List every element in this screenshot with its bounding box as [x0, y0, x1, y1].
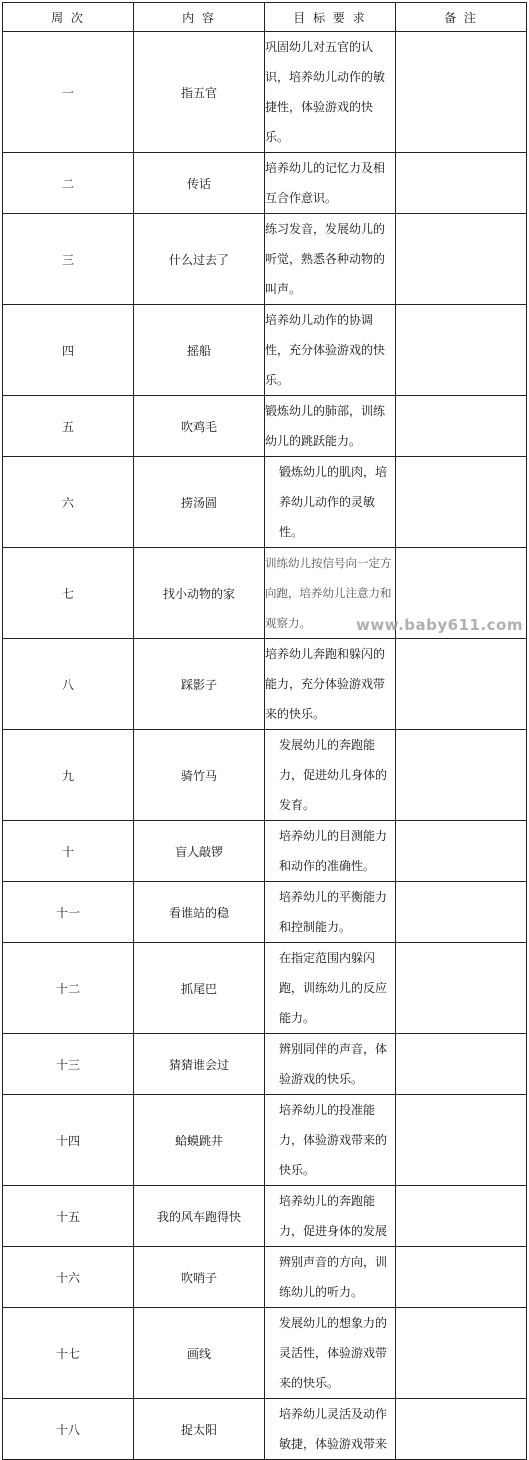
goal-cell: 练习发音，发展幼儿的听觉，熟悉各种动物的叫声。: [265, 214, 396, 305]
content-cell: 传话: [134, 153, 265, 214]
goal-cell: 在指定范围内躲闪跑，训练幼儿的反应能力。: [265, 943, 396, 1034]
goal-cell: 培养幼儿灵活及动作敏捷，体验游戏带来: [265, 1399, 396, 1460]
table-row: [3, 1247, 527, 1308]
content-cell: 吹哨子: [134, 1247, 265, 1308]
goal-cell: 锻炼幼儿的肺部，训练幼儿的跳跃能力。: [265, 396, 396, 457]
note-cell: [396, 943, 527, 1034]
week-cell: 十三: [3, 1034, 134, 1095]
goal-cell: 培养幼儿动作的协调性，充分体验游戏的快乐。: [265, 305, 396, 396]
header-content: 内 容: [134, 3, 265, 32]
week-cell: 二: [3, 153, 134, 214]
note-cell: [396, 153, 527, 214]
table-row: [3, 821, 527, 882]
goal-cell: 辨别同伴的声音，体验游戏的快乐。: [265, 1034, 396, 1095]
table-row: [3, 1399, 527, 1460]
table-row: [3, 396, 527, 457]
note-cell: [396, 1034, 527, 1095]
table-row: [3, 639, 527, 730]
goal-cell: 锻炼幼儿的肌肉，培养幼儿动作的灵敏性。: [265, 457, 396, 548]
week-cell: 十一: [3, 882, 134, 943]
content-cell: 吹鸡毛: [134, 396, 265, 457]
week-cell: 十五: [3, 1186, 134, 1247]
week-cell: 十: [3, 821, 134, 882]
week-cell: 十七: [3, 1308, 134, 1399]
note-cell: [396, 396, 527, 457]
goal-cell: 巩固幼儿对五官的认识，培养幼儿动作的敏捷性，体验游戏的快乐。: [265, 32, 396, 153]
content-cell: 捉太阳: [134, 1399, 265, 1460]
header-row: [3, 3, 527, 32]
table-row: [3, 1034, 527, 1095]
week-cell: 七: [3, 548, 134, 639]
table-row: [3, 1186, 527, 1247]
goal-cell: 培养幼儿的目测能力和动作的准确性。: [265, 821, 396, 882]
watermark: www.baby611.com: [355, 616, 523, 634]
table-row: [3, 305, 527, 396]
note-cell: [396, 1308, 527, 1399]
note-cell: [396, 1186, 527, 1247]
week-cell: 八: [3, 639, 134, 730]
note-cell: [396, 639, 527, 730]
content-cell: 指五官: [134, 32, 265, 153]
table-row: [3, 943, 527, 1034]
note-cell: [396, 882, 527, 943]
goal-cell: 辨别声音的方向，训练幼儿的听力。: [265, 1247, 396, 1308]
week-cell: 十六: [3, 1247, 134, 1308]
header-note: 备 注: [396, 3, 527, 32]
goal-cell: 培养幼儿的记忆力及相互合作意识。: [265, 153, 396, 214]
content-cell: 捞汤圆: [134, 457, 265, 548]
goal-cell: 发展幼儿的想象力的灵活性，体验游戏带来的快乐。: [265, 1308, 396, 1399]
table-row: [3, 882, 527, 943]
table-row: [3, 730, 527, 821]
content-cell: 看谁站的稳: [134, 882, 265, 943]
content-cell: 找小动物的家: [134, 548, 265, 639]
content-cell: 骑竹马: [134, 730, 265, 821]
content-cell: 盲人敲锣: [134, 821, 265, 882]
content-cell: 蛤蟆跳井: [134, 1095, 265, 1186]
note-cell: [396, 1399, 527, 1460]
note-cell: [396, 457, 527, 548]
note-cell: [396, 730, 527, 821]
note-cell: [396, 214, 527, 305]
goal-cell: 培养幼儿的奔跑能力，促进身体的发展: [265, 1186, 396, 1247]
goal-cell: 发展幼儿的奔跑能力，促进幼儿身体的发育。: [265, 730, 396, 821]
goal-cell: 培养幼儿奔跑和躲闪的能力，充分体验游戏带来的快乐。: [265, 639, 396, 730]
week-cell: 九: [3, 730, 134, 821]
week-cell: 十四: [3, 1095, 134, 1186]
week-cell: 三: [3, 214, 134, 305]
content-cell: 踩影子: [134, 639, 265, 730]
header-goal: 目 标 要 求: [265, 3, 396, 32]
table-row: [3, 32, 527, 153]
content-cell: 摇船: [134, 305, 265, 396]
content-cell: 画线: [134, 1308, 265, 1399]
week-cell: 六: [3, 457, 134, 548]
goal-cell: 训练幼儿按信号向一定方向跑，培养幼儿注意力和观察力。: [265, 548, 396, 639]
note-cell: [396, 32, 527, 153]
week-cell: 十二: [3, 943, 134, 1034]
week-cell: 十八: [3, 1399, 134, 1460]
week-cell: 五: [3, 396, 134, 457]
weekly-plan-table: [2, 2, 527, 1460]
note-cell: [396, 1247, 527, 1308]
table-row: [3, 153, 527, 214]
table-row: [3, 214, 527, 305]
content-cell: 抓尾巴: [134, 943, 265, 1034]
note-cell: [396, 305, 527, 396]
note-cell: [396, 1095, 527, 1186]
content-cell: 猜猜谁会过: [134, 1034, 265, 1095]
week-cell: 一: [3, 32, 134, 153]
content-cell: 我的风车跑得快: [134, 1186, 265, 1247]
table-row: [3, 457, 527, 548]
table-row: [3, 1095, 527, 1186]
week-cell: 四: [3, 305, 134, 396]
header-week: 周 次: [3, 3, 134, 32]
table-row: [3, 1308, 527, 1399]
content-cell: 什么过去了: [134, 214, 265, 305]
goal-cell: 培养幼儿的投准能力，体验游戏带来的快乐。: [265, 1095, 396, 1186]
goal-cell: 培养幼儿的平衡能力和控制能力。: [265, 882, 396, 943]
note-cell: [396, 821, 527, 882]
